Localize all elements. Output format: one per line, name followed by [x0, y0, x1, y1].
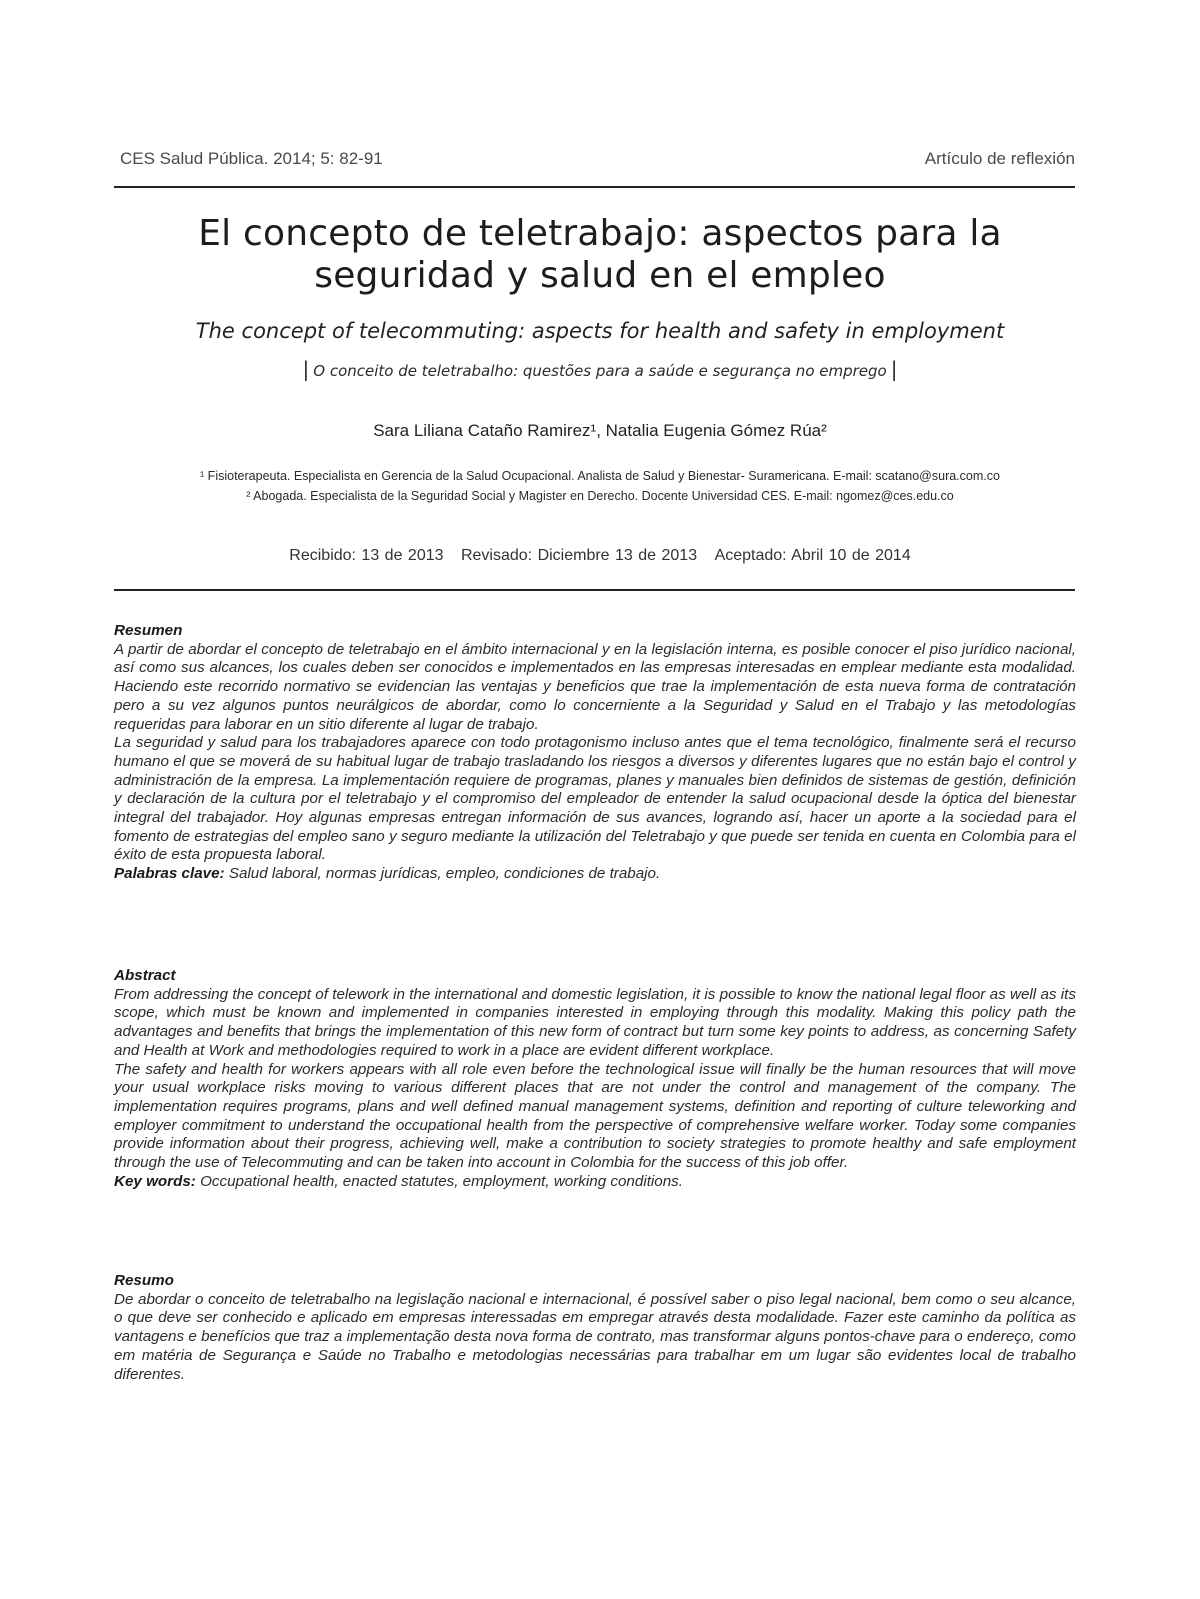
date-accepted: Aceptado: Abril 10 de 2014: [714, 547, 911, 564]
affiliation-2: ² Abogada. Especialista de la Seguridad Social y Magister en Derecho. Docente Universidad CES. E-mail: ngomez@ces.edu.co: [246, 489, 954, 503]
resumen-keywords: [114, 865, 1076, 884]
date-revised: Revisado: Diciembre 13 de 2013: [460, 547, 698, 564]
title-pt-open-bar: |: [302, 357, 310, 381]
title-pt-text: O conceito de teletrabalho: questões para a saúde e segurança no emprego: [313, 362, 887, 380]
resumo-section: [114, 1272, 1076, 1384]
title-pt-close-bar: |: [890, 357, 898, 381]
header-divider: [114, 186, 1075, 188]
abstract-keywords-text: Occupational health, enacted statutes, employment, working conditions.: [195, 1172, 683, 1190]
abstract-paragraph-2: The safety and health for workers appears with all role even before the technological issue will finally be the human resources that will move your usual workplace risks moving to various different places that are not under the control and management of the company. The implementation requires programs, plans and well defined manual management systems, definition and reporting of culture teleworking and employer commitment to understand the occupational health from the perspective of comprehensive welfare worker. Today some companies provide information about their progress, achieving well, make a contribution to society strategies to promote healthy and safe employment through the use of Telecommuting and can be taken into account in Colombia for the success of this job offer.: [114, 1060, 1076, 1172]
dates-divider: [114, 589, 1075, 591]
english-title: The concept of telecommuting: aspects for health and safety in employment: [195, 319, 1005, 343]
abstract-keywords-label: Key words:: [114, 1172, 196, 1190]
affiliation-1: ¹ Fisioterapeuta. Especialista en Gerencia de la Salud Ocupacional. Analista de Salud y Bienestar- Suramericana. E-mail: scatano@sura.com.co: [200, 469, 1000, 483]
resumen-section: [114, 622, 1076, 884]
resumo-paragraph-1: De abordar o conceito de teletrabalho na legislação nacional e internacional, é possível saber o piso legal nacional, bem como o seu alcance, o que deve ser conhecido e aplicado em empresas interessadas em empregar através desta modalidade. Fazer este caminho da política as vantagens e benefícios que traz a implementação desta nova forma de contrato, mas transformar alguns pontos-chave para o endereço, como em matéria de Segurança e Saúde no Trabalho e metodologias necessárias para trabalhar em um lugar são evidentes local de trabalho diferentes.: [114, 1290, 1076, 1383]
title-line-2: seguridad y salud en el empleo: [314, 255, 886, 296]
article-type: Artículo de reflexión: [924, 149, 1075, 168]
article-dates: [100, 544, 1100, 568]
journal-citation: CES Salud Pública. 2014; 5: 82-91: [120, 149, 383, 168]
abstract-paragraph-1: From addressing the concept of telework in the international and domestic legislation, it is possible to know the national legal floor as well as its scope, which must be known and implemented in companies interested in employing through this modality. Making this policy path the advantages and benefits that brings the implementation of this new form of contract but turn some key points to address, as concerning Safety and Health at Work and methodologies required to work in a place are evident different workplace.: [114, 985, 1076, 1059]
page-header: [120, 144, 1075, 174]
date-received: Recibido: 13 de 2013: [289, 547, 444, 564]
resumen-heading: Resumen: [114, 622, 183, 639]
authors-line: Sara Liliana Cataño Ramirez¹, Natalia Eugenia Gómez Rúa²: [373, 421, 827, 440]
resumen-paragraph-1: A partir de abordar el concepto de teletrabajo en el ámbito internacional y en la legislación interna, es posible conocer el piso jurídico nacional, así como sus alcances, los cuales deben ser conocidos e implementados en las empresas interesadas en emplear mediante esta modalidad. Haciendo este recorrido normativo se evidencian las ventajas y beneficios que trae la implementación de esta nueva forma de contratación pero a su vez algunos puntos neurálgicos de abordar, como lo concerniente a la Seguridad y Salud en el Trabajo y las metodologías requeridas para laborar en un sitio diferente al lugar de trabajo.: [114, 640, 1076, 733]
resumen-keywords-label: Palabras clave:: [114, 865, 225, 883]
abstract-heading: Abstract: [114, 967, 176, 984]
resumen-paragraph-2: La seguridad y salud para los trabajadores aparece con todo protagonismo incluso antes que el tema tecnológico, finalmente será el recurso humano el que se moverá de su habitual lugar de trabajo trasladando los riesgos a diversos y diferentes lugares que no están bajo el control y administración de la empresa. La implementación requiere de programas, planes y manuales bien definidos de sistemas de gestión, definición y declaración de la cultura por el teletrabajo y el compromiso del empleador de entender la salud ocupacional desde la óptica del bienestar integral del trabajador. Hoy algunas empresas entregan información de sus avances, logrando así, hacer un aporte a la sociedad para el fomento de estrategias del empleo sano y seguro mediante la utilización del Teletrabajo y que puede ser tenida en cuenta en Colombia para el éxito de esta propuesta laboral.: [114, 734, 1076, 864]
article-title: [100, 213, 1100, 297]
title-line-1: El concepto de teletrabajo: aspectos para la: [198, 213, 1002, 254]
resumen-keywords-text: Salud laboral, normas jurídicas, empleo, condiciones de trabajo.: [224, 865, 661, 883]
abstract-keywords: [114, 1173, 1076, 1192]
resumo-heading: Resumo: [114, 1272, 174, 1289]
portuguese-title: [100, 356, 1100, 384]
abstract-section: [114, 967, 1076, 1191]
